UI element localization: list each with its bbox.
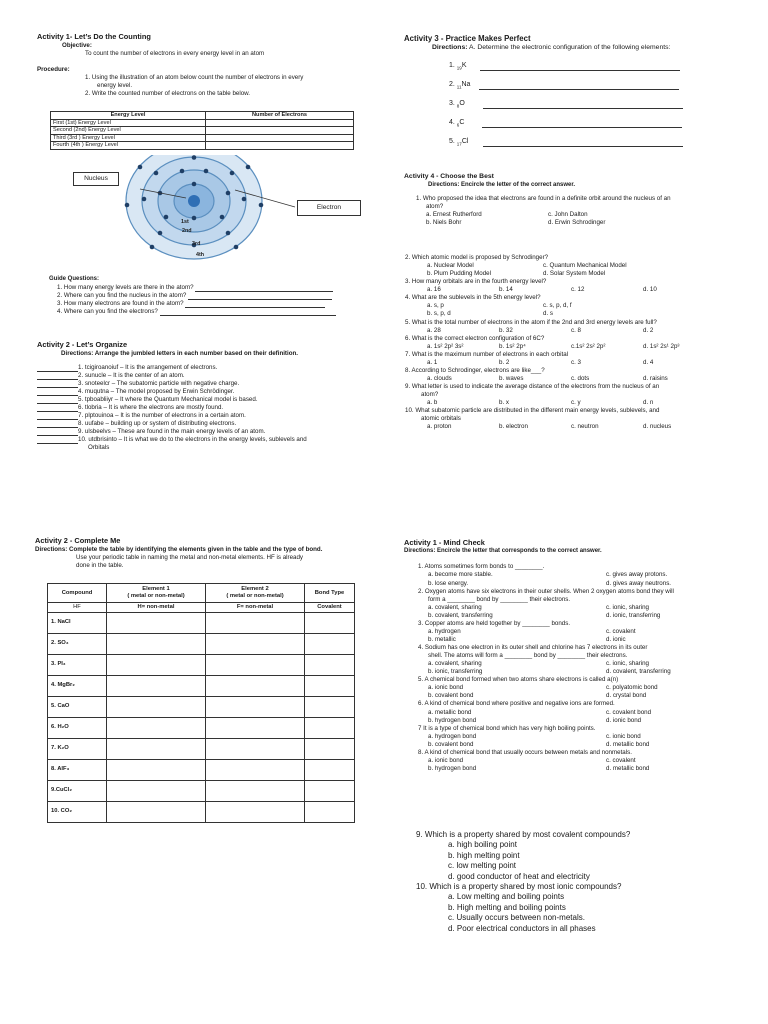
table-header: Bond Type: [305, 584, 355, 603]
option[interactable]: d. raisins: [643, 374, 668, 382]
option[interactable]: b. High melting and boiling points: [448, 902, 566, 912]
bond-table: [47, 583, 355, 823]
answer-cell[interactable]: [107, 655, 206, 676]
answer-cell[interactable]: [305, 802, 355, 823]
answer-cell[interactable]: [206, 718, 305, 739]
option[interactable]: b. hydrogen bond: [428, 764, 477, 772]
compound-cell: 5. CaO: [48, 697, 107, 718]
table-row: [51, 119, 354, 127]
table-cell: HF: [48, 603, 107, 613]
option[interactable]: d. ionic: [606, 635, 626, 643]
mind-check-section: [404, 538, 749, 773]
option[interactable]: d. metallic bond: [606, 740, 650, 748]
table-row: [48, 781, 355, 802]
question: 6. A kind of chemical bond where positive and negative ions are formed.: [418, 700, 615, 708]
table-row: [48, 802, 355, 823]
item-number: 3.: [449, 99, 455, 107]
compound-cell: 6. H₂O: [48, 718, 107, 739]
option[interactable]: a. covalent, sharing: [428, 660, 482, 668]
option[interactable]: a. clouds: [427, 374, 452, 382]
guide-question: 2. Where can you find the nucleus in the atom?: [57, 291, 187, 299]
option[interactable]: c. low melting point: [448, 861, 517, 871]
answer-cell[interactable]: [206, 739, 305, 760]
option[interactable]: c. 3: [571, 358, 581, 366]
answer-line[interactable]: [480, 70, 680, 71]
option[interactable]: a. ionic bond: [428, 756, 464, 764]
table-row: [48, 634, 355, 655]
question-cont: atom?: [426, 202, 444, 210]
option[interactable]: b. hydrogen bond: [428, 716, 477, 724]
table-row: [48, 613, 355, 634]
answer-line[interactable]: [483, 146, 683, 147]
option[interactable]: c. polyatomic bond: [606, 684, 658, 692]
table-row: [51, 127, 354, 135]
activity4-questions: [405, 254, 750, 431]
table-row: [51, 142, 354, 150]
option[interactable]: b. ionic, transferring: [428, 668, 483, 676]
answer-cell[interactable]: [107, 676, 206, 697]
option[interactable]: d. good conductor of heat and electricity: [448, 871, 590, 881]
activity1-title: Activity 1- Let’s Do the Counting: [37, 32, 151, 41]
option[interactable]: b. Plum Pudding Model: [427, 270, 491, 278]
option[interactable]: c. ionic, sharing: [606, 603, 649, 611]
activity2-title: Activity 2 - Let’s Organize: [37, 340, 128, 349]
element-symbol: O: [459, 99, 465, 107]
answer-line[interactable]: [482, 127, 682, 128]
answer-cell[interactable]: [305, 760, 355, 781]
option[interactable]: a. high boiling point: [448, 840, 517, 850]
option[interactable]: d. 2: [643, 326, 654, 334]
option[interactable]: a. metallic bond: [428, 708, 472, 716]
option[interactable]: c. neutron: [571, 423, 599, 431]
option[interactable]: a. Ernest Rutherford: [426, 210, 482, 218]
mindcheck-title: Activity 1 - Mind Check: [404, 538, 485, 547]
option[interactable]: c. John Dalton: [548, 210, 588, 218]
compound-cell: 4. MgBr₂: [48, 676, 107, 697]
option[interactable]: b. high melting point: [448, 850, 520, 860]
mindcheck-directions: Directions: Encircle the letter that corresponds to the correct answer.: [404, 547, 602, 554]
answer-line[interactable]: [37, 443, 78, 444]
option[interactable]: b. waves: [499, 374, 524, 382]
option[interactable]: c. Quantum Mechanical Model: [543, 262, 627, 270]
electron-label-box: Electron: [297, 200, 361, 216]
answer-cell[interactable]: [206, 676, 305, 697]
list-item: 2. sunucle – It is the center of an atom.: [78, 371, 185, 379]
table-row: [48, 697, 355, 718]
answer-cell[interactable]: [305, 676, 355, 697]
activity4-title: Activity 4 - Choose the Best: [404, 173, 494, 180]
option[interactable]: d. covalent, transferring: [606, 668, 671, 676]
table-row: [48, 676, 355, 697]
question-cont: form a ________ bond by ________ their electrons.: [428, 595, 571, 603]
option[interactable]: c. 12: [571, 286, 585, 294]
answer-cell[interactable]: [206, 760, 305, 781]
option[interactable]: a. b: [427, 399, 438, 407]
answer-cell[interactable]: [305, 697, 355, 718]
procedure-step-2: 2. Write the counted number of electrons on the table below.: [85, 89, 250, 97]
answer-cell[interactable]: [206, 697, 305, 718]
option[interactable]: a. ionic bond: [428, 684, 464, 692]
guide-title: Guide Questions:: [49, 276, 100, 282]
table-row: [51, 134, 354, 142]
question: 2. Oxygen atoms have six electrons in their outer shells. When 2 oxygen atoms bond they will: [418, 587, 674, 595]
option[interactable]: a. 1: [427, 358, 438, 366]
option[interactable]: d. 4: [643, 358, 654, 366]
option[interactable]: a. Nuclear Model: [427, 262, 474, 270]
activity3-title: Activity 3 - Practice Makes Perfect: [404, 34, 531, 43]
activity4-section: [404, 173, 749, 227]
answer-cell[interactable]: [107, 613, 206, 634]
option[interactable]: b. covalent, transferring: [428, 611, 493, 619]
compound-cell: 9.CuCl₂: [48, 781, 107, 802]
table-header: Energy Level: [51, 112, 206, 120]
answer-line[interactable]: [483, 108, 683, 109]
compound-cell: 1. NaCl: [48, 613, 107, 634]
option[interactable]: d. 10: [643, 286, 657, 294]
compound-cell: 8. AlF₃: [48, 760, 107, 781]
list-item: 5. tpboabliiyr – It where the Quantum Mechanical model is based.: [78, 395, 258, 403]
element-symbol: K: [461, 61, 467, 69]
option[interactable]: b. 1s² 2p⁴: [499, 342, 526, 350]
option[interactable]: d. Poor electrical conductors in all phases: [448, 923, 596, 933]
option[interactable]: c. dots: [571, 374, 590, 382]
option[interactable]: c. 8: [571, 326, 581, 334]
activity2b-directions: Directions: Complete the table by identifying the elements given in the table and the type of bond.: [35, 545, 323, 553]
question: 10. What subatomic particle are distributed in the different main energy levels, sublevels, and: [405, 407, 660, 415]
option[interactable]: b. metallic: [428, 635, 456, 643]
answer-cell[interactable]: [206, 134, 354, 142]
question: 1. Who proposed the idea that electrons are found in a definite orbit around the nucleus of an: [416, 194, 671, 202]
answer-cell[interactable]: [107, 634, 206, 655]
activity2-complete: [35, 536, 375, 570]
question: 5. A chemical bond formed when two atoms share electrons is called a(n): [418, 676, 619, 684]
option[interactable]: a. Low melting and boiling points: [448, 892, 565, 902]
item-number: 5.: [449, 137, 455, 145]
question: 6. What is the correct electron configuration of 6C?: [405, 334, 545, 342]
answer-cell[interactable]: [107, 718, 206, 739]
guide-question: 3. How many electrons are found in the atom?: [57, 299, 184, 307]
procedure-label: Procedure:: [37, 65, 70, 73]
question: 8. According to Schrodinger, electrons are like___?: [405, 366, 545, 374]
option[interactable]: d. Solar System Model: [543, 270, 606, 278]
answer-cell[interactable]: [206, 634, 305, 655]
option[interactable]: b. 2: [499, 358, 510, 366]
list-item-cont: Orbitals: [88, 444, 110, 452]
mindcheck-questions: [418, 563, 749, 773]
compound-cell: 2. SO₃: [48, 634, 107, 655]
activity3-section: [404, 34, 744, 156]
question: 5. What is the total number of electrons in the atom if the 2nd and 3rd energy levels are full?: [405, 318, 657, 326]
list-item: 7. plptouinoa – It is the number of electrons in a certain atom.: [78, 412, 246, 420]
guide-questions: [37, 276, 367, 316]
compound-cell: 10. CO₂: [48, 802, 107, 823]
option[interactable]: a. 1s² 2p² 3s²: [427, 342, 464, 350]
answer-cell[interactable]: [305, 655, 355, 676]
guide-question: 1. How many energy levels are there in the atom?: [57, 283, 194, 291]
answer-line[interactable]: [160, 315, 336, 316]
objective-label: Objective:: [62, 41, 92, 49]
question-cont: shell. The atoms will form a ________ bond by ________ their electrons.: [428, 652, 628, 660]
option[interactable]: a. proton: [427, 423, 452, 431]
list-item: 6. tlobria – It is where the electrons are mostly found.: [78, 404, 224, 411]
option[interactable]: c. y: [571, 399, 581, 407]
option[interactable]: c. gives away protons.: [606, 571, 668, 579]
option[interactable]: a. 16: [427, 286, 441, 294]
list-item: 3. snoteelcr – The subatomic particle with negative charge.: [78, 379, 240, 387]
option[interactable]: a. hydrogen: [428, 627, 461, 635]
answer-cell[interactable]: [305, 739, 355, 760]
question: 3. How many orbitals are in the fourth energy level?: [405, 278, 547, 286]
activity3-directions: A. Determine the electronic configuration of the following elements:: [469, 44, 671, 52]
answer-cell[interactable]: [107, 739, 206, 760]
table-row: [48, 760, 355, 781]
option[interactable]: a. 28: [427, 326, 441, 334]
option[interactable]: c. s, p, d, f: [543, 302, 572, 310]
ring-label-4: 4th: [196, 252, 205, 258]
procedure-step-1b: energy level.: [97, 81, 133, 89]
question: 7. What is the maximum number of electrons in each orbital: [405, 350, 569, 358]
option[interactable]: c. Usually occurs between non-metals.: [448, 913, 585, 923]
atomic-number: 11: [456, 84, 462, 90]
option[interactable]: c. ionic bond: [606, 732, 641, 740]
answer-cell[interactable]: [107, 760, 206, 781]
answer-cell[interactable]: [206, 802, 305, 823]
list-item: 4. muqutna – The model proposed by Erwin Schrödinger.: [78, 387, 235, 395]
answer-cell[interactable]: [107, 697, 206, 718]
option[interactable]: d. Erwin Schrodinger: [548, 218, 606, 226]
question: 2. Which atomic model is proposed by Schrodinger?: [405, 254, 549, 261]
answer-cell[interactable]: [206, 142, 354, 150]
element-symbol: C: [459, 118, 465, 126]
table-header: Compound: [48, 584, 107, 603]
activity2b-title: Activity 2 - Complete Me: [35, 536, 121, 545]
activity2b-directions-2: Use your periodic table in naming the metal and non-metal elements. HF is already: [76, 553, 303, 561]
compound-cell: 7. K₂O: [48, 739, 107, 760]
answer-cell[interactable]: [305, 718, 355, 739]
table-header: Element 2 ( metal or non-metal): [206, 584, 305, 603]
option[interactable]: b. electron: [499, 423, 528, 431]
question: 8. A kind of chemical bond that usually occurs between metals and nonmetals.: [418, 748, 632, 756]
activity2-organize: [37, 340, 372, 452]
table-cell: Second (2nd) Energy Level: [51, 127, 206, 135]
item-number: 1.: [449, 61, 455, 69]
answer-cell[interactable]: [305, 613, 355, 634]
table-cell: First (1st) Energy Level: [51, 119, 206, 127]
answer-cell[interactable]: [206, 119, 354, 127]
table-row: [48, 739, 355, 760]
option[interactable]: d. s: [543, 310, 553, 318]
atomic-number: 19: [456, 65, 462, 71]
answer-cell[interactable]: [107, 781, 206, 802]
table-header: Element 1 ( metal or non-metal): [107, 584, 206, 603]
list-item: 8. uufabe – building up or system of distributing electrons.: [78, 420, 237, 428]
question-cont: atom?: [421, 391, 439, 399]
option[interactable]: d. gives away neutrons.: [606, 579, 672, 587]
option[interactable]: b. covalent bond: [428, 692, 474, 700]
question: 1. Atoms sometimes form bonds to ________.: [418, 563, 545, 571]
option[interactable]: c. covalent: [606, 627, 636, 635]
option[interactable]: c. covalent: [606, 756, 636, 764]
answer-cell[interactable]: [206, 655, 305, 676]
table-cell: F= non-metal: [206, 603, 305, 613]
answer-line[interactable]: [479, 89, 679, 90]
activity1-section: [37, 32, 367, 98]
option[interactable]: b. 14: [499, 286, 513, 294]
question: 10. Which is a property shared by most ionic compounds?: [416, 881, 622, 891]
option[interactable]: d. n: [643, 399, 654, 407]
directions-label: Directions:: [432, 44, 468, 52]
ring-label-3: 3rd: [192, 241, 201, 247]
guide-question: 4. Where can you find the electrons?: [57, 307, 158, 315]
option[interactable]: d. ionic bond: [606, 716, 642, 724]
question: 3. Copper atoms are held together by ________ bonds.: [418, 619, 571, 627]
table-row: [48, 603, 355, 613]
nucleus-label-box: Nucleus: [73, 172, 119, 186]
table-row: [48, 718, 355, 739]
question: 4. Sodium has one electron in its outer shell and chlorine has 7 electrons in its outer: [418, 644, 648, 652]
option[interactable]: d. metallic bond: [606, 764, 650, 772]
question: 7 It is a type of chemical bond which has very high boiling points.: [418, 724, 596, 732]
question-cont: atomic orbitals: [421, 415, 461, 423]
ring-label-1: 1st: [181, 219, 189, 225]
question: 9. What letter is used to indicate the average distance of the electrons from the nucleus of an: [405, 383, 660, 390]
option[interactable]: b. s, p, d: [427, 310, 451, 318]
option[interactable]: d. ionic, transferring: [606, 611, 661, 619]
answer-cell[interactable]: [206, 781, 305, 802]
activity2b-directions-3: done in the table.: [76, 561, 124, 569]
energy-level-table: [50, 111, 354, 150]
element-symbol: Na: [461, 80, 471, 88]
option[interactable]: c.1s² 2s² 2p²: [571, 342, 606, 350]
option[interactable]: b. lose energy.: [428, 579, 469, 587]
option[interactable]: c. covalent bond: [606, 708, 652, 716]
atomic-number: 8: [456, 103, 460, 109]
atomic-number: 6: [456, 122, 460, 128]
table-row: [48, 655, 355, 676]
list-item: 10. utdbrisinto – It is what we do to the electrons in the energy levels, sublevels and: [78, 436, 307, 444]
option[interactable]: b. 32: [499, 326, 513, 334]
atomic-number: 17: [456, 141, 462, 147]
item-number: 4.: [449, 118, 455, 126]
answer-cell[interactable]: [305, 634, 355, 655]
answer-cell[interactable]: [206, 613, 305, 634]
objective-text: To count the number of electrons in every energy level in an atom: [85, 49, 265, 57]
option[interactable]: d. nucleus: [643, 423, 672, 431]
option[interactable]: a. covalent, sharing: [428, 603, 482, 611]
table-cell: Third (3rd ) Energy Level: [51, 134, 206, 142]
option[interactable]: b. Niels Bohr: [426, 218, 462, 226]
ring-label-2: 2nd: [182, 228, 192, 234]
option[interactable]: c. ionic, sharing: [606, 660, 649, 668]
list-item: 9. ulsbeelvs – These are found in the main energy levels of an atom.: [78, 428, 266, 436]
table-header: Number of Electrons: [206, 112, 354, 120]
option[interactable]: d. crystal bond: [606, 692, 647, 700]
element-symbol: Cl: [461, 137, 469, 145]
nucleus-shape: [188, 195, 200, 207]
answer-cell[interactable]: [107, 802, 206, 823]
mindcheck-q9-q10: [416, 830, 751, 934]
option[interactable]: a. hydrogen bond: [428, 732, 477, 740]
answer-cell[interactable]: [305, 781, 355, 802]
option[interactable]: b. covalent bond: [428, 740, 474, 748]
option[interactable]: d. 1s² 2s¹ 2p³: [643, 342, 680, 350]
question: 9. Which is a property shared by most covalent compounds?: [416, 830, 631, 839]
option[interactable]: b. x: [499, 399, 509, 407]
activity2-directions: Directions: Arrange the jumbled letters in each number based on their definition.: [61, 349, 298, 357]
question: 4. What are the sublevels in the 5th energy level?: [405, 294, 541, 302]
table-cell: H= non-metal: [107, 603, 206, 613]
item-number: 2.: [449, 80, 455, 88]
activity4-directions: Directions: Encircle the letter of the correct answer.: [428, 181, 576, 188]
option[interactable]: a. become more stable.: [428, 571, 493, 579]
compound-cell: 3. PI₃: [48, 655, 107, 676]
procedure-step-1: 1. Using the illustration of an atom below count the number of electrons in every: [85, 73, 304, 81]
option[interactable]: a. s, p: [427, 302, 444, 310]
table-cell: Covalent: [305, 603, 355, 613]
answer-cell[interactable]: [206, 127, 354, 135]
list-item: 1. tcigiroanoiuf – It is the arrangement of electrons.: [78, 363, 218, 371]
table-cell: Fourth (4th ) Energy Level: [51, 142, 206, 150]
